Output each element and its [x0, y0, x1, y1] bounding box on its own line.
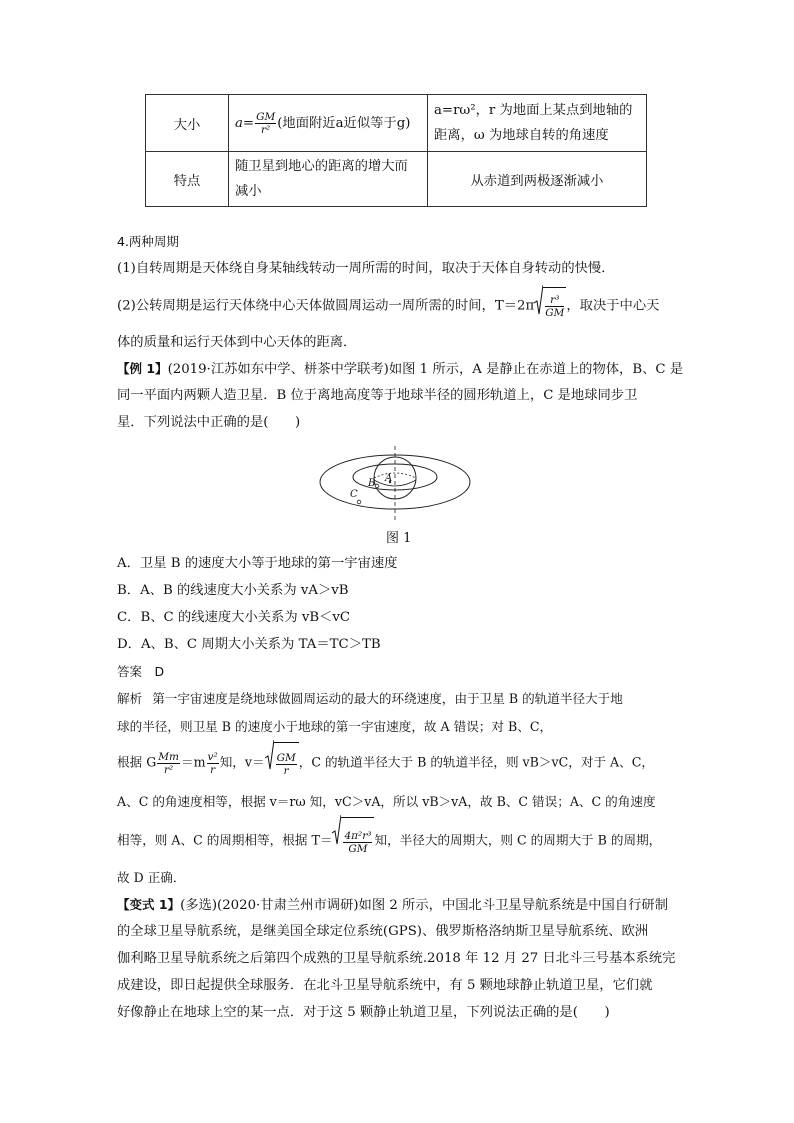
fraction-numerator: 4π²r³ — [344, 830, 372, 842]
fraction — [276, 752, 297, 777]
text-run: ，取决于中心天 — [566, 298, 660, 314]
cell-line: 随卫星到地心的距离的增大而 — [235, 159, 408, 174]
fraction — [157, 751, 180, 776]
example-tag: 【例 1】 — [117, 361, 168, 376]
paragraph-line: 同一平面内两颗人造卫星．B 位于离地高度等于地球半径的圆形轨道上，C 是地球同步卫 — [117, 388, 638, 403]
text-run: 第一宇宙速度是绕地球做圆周运动的最大的环绕速度，由于卫星 B 的轨道半径大于地 — [152, 691, 623, 706]
comparison-table — [145, 94, 647, 207]
paragraph-line: 体的质量和运行天体到中心天体的距离． — [117, 335, 357, 350]
text-run: (2019·江苏如东中学、栟茶中学联考)如图 1 所示，A 是静止在赤道上的物体，B、C 是 — [167, 362, 684, 377]
analysis-tag: 解析 — [117, 691, 143, 706]
fraction — [343, 830, 372, 855]
paragraph-line: (1)自转周期是天体绕自身某轴线转动一周所需的时间，取决于天体自身转动的快慢． — [117, 261, 615, 276]
text-run: 相等，则 A、C 的周期相等，根据 T＝ — [117, 832, 333, 848]
fraction — [207, 751, 219, 776]
figure-label-a: A — [385, 473, 393, 484]
option-d: D．A、B、C 周期大小关系为 TA＝TC＞TB — [117, 637, 381, 652]
fraction-denominator: r — [210, 763, 216, 776]
analysis-line — [117, 689, 623, 709]
fraction-denominator: r — [283, 765, 289, 777]
paragraph-line — [117, 359, 683, 380]
text-run: 知，半径大的周期大，则 C 的周期大于 B 的周期， — [374, 832, 662, 848]
radical-sign-icon — [534, 285, 543, 315]
square-root — [332, 817, 374, 865]
radical-sign-icon — [265, 740, 274, 770]
fraction-numerator: Mm — [158, 750, 179, 763]
fraction — [545, 294, 564, 319]
satellite-b-dot — [375, 484, 379, 488]
paragraph-line: 的全球卫星导航系统，是继美国全球定位系统(GPS)、俄罗斯格洛纳斯卫星导航系统、欧洲 — [117, 924, 649, 939]
fraction-denominator: r² — [164, 763, 174, 776]
cell-line: 距离，ω 为地球自转的角速度 — [434, 128, 609, 143]
table-row-label: 特点 — [146, 152, 229, 207]
paragraph-line: 伽利略卫星导航系统之后第四个成熟的卫星导航系统.2018 年 12 月 27 日北斗三号基本系统完 — [117, 951, 676, 966]
option-a: A．卫星 B 的速度大小等于地球的第一宇宙速度 — [117, 556, 398, 571]
fraction — [255, 111, 276, 136]
fraction-denominator: GM — [348, 843, 368, 855]
formula-text: a= — [235, 115, 255, 131]
figure-label-b: B — [368, 478, 376, 489]
fraction-denominator: GM — [545, 307, 565, 319]
square-root — [534, 287, 566, 325]
fraction-denominator: r² — [261, 123, 271, 136]
variant-tag: 【变式 1】 — [117, 897, 181, 912]
table-cell — [229, 152, 428, 207]
table-cell — [229, 95, 428, 152]
text-run: 根据 G — [117, 754, 157, 770]
paragraph-line: 好像静止在地球上空的某一点．对于这 5 颗静止轨道卫星，下列说法正确的是( ) — [117, 1005, 610, 1020]
analysis-line: 球的半径，则卫星 B 的速度小于地球的第一宇宙速度，故 A 错误；对 B、C， — [117, 719, 553, 734]
answer: 答案 D — [117, 664, 165, 679]
paragraph-line — [117, 287, 659, 325]
analysis-line — [117, 742, 654, 784]
satellite-c-dot — [357, 500, 361, 504]
option-b: B．A、B 的线速度大小关系为 vA＞vB — [117, 583, 349, 598]
analysis-line: 故 D 正确． — [117, 870, 186, 885]
figure-label-c: C — [350, 489, 358, 500]
text-run: (2)公转周期是运行天体绕中心天体做圆周运动一周所需的时间，T＝2π — [117, 298, 535, 314]
radical-sign-icon — [332, 815, 341, 845]
paragraph-line — [117, 895, 668, 916]
text-run: ＝m — [180, 754, 206, 770]
cell-line: a=rω²，r 为地面上某点到地轴的 — [434, 103, 633, 118]
table-row — [146, 95, 647, 152]
table-row-label: 大小 — [146, 95, 229, 152]
analysis-line — [117, 817, 661, 865]
option-c: C．B、C 的线速度大小关系为 vB＜vC — [117, 610, 351, 625]
fraction-numerator: GM — [256, 110, 276, 123]
orbit-figure — [318, 444, 474, 524]
analysis-line: A、C 的角速度相等，根据 v＝rω 知，vC＞vA，所以 vB＞vA，故 B、C 错误；A、C 的角速度 — [117, 794, 656, 809]
text-run: (多选)(2020·甘肃兰州市调研)如图 2 所示，中国北斗卫星导航系统是中国自行研制 — [180, 898, 668, 913]
paragraph-line: 星．下列说法中正确的是( ) — [117, 415, 301, 430]
figure-caption: 图 1 — [386, 531, 412, 546]
formula-note: (地面附近a近似等于g) — [277, 115, 411, 131]
fraction-numerator: r³ — [545, 294, 564, 307]
section-heading: 4.两种周期 — [117, 234, 179, 249]
paragraph-line: 成建设，即日起提供全球服务．在北斗卫星导航系统中，有 5 颗地球静止轨道卫星，它们就 — [117, 978, 653, 993]
cell-line: 减小 — [235, 184, 262, 199]
table-row — [146, 152, 647, 207]
table-cell: 从赤道到两极逐渐减小 — [428, 152, 647, 207]
table-cell — [428, 95, 647, 152]
fraction-numerator: v² — [207, 750, 218, 763]
square-root — [265, 742, 299, 784]
text-run: 知，v＝ — [219, 754, 265, 770]
fraction-numerator: GM — [276, 752, 296, 764]
text-run: ，C 的轨道半径大于 B 的轨道半径，则 vB＞vC，对于 A、C， — [298, 754, 654, 770]
